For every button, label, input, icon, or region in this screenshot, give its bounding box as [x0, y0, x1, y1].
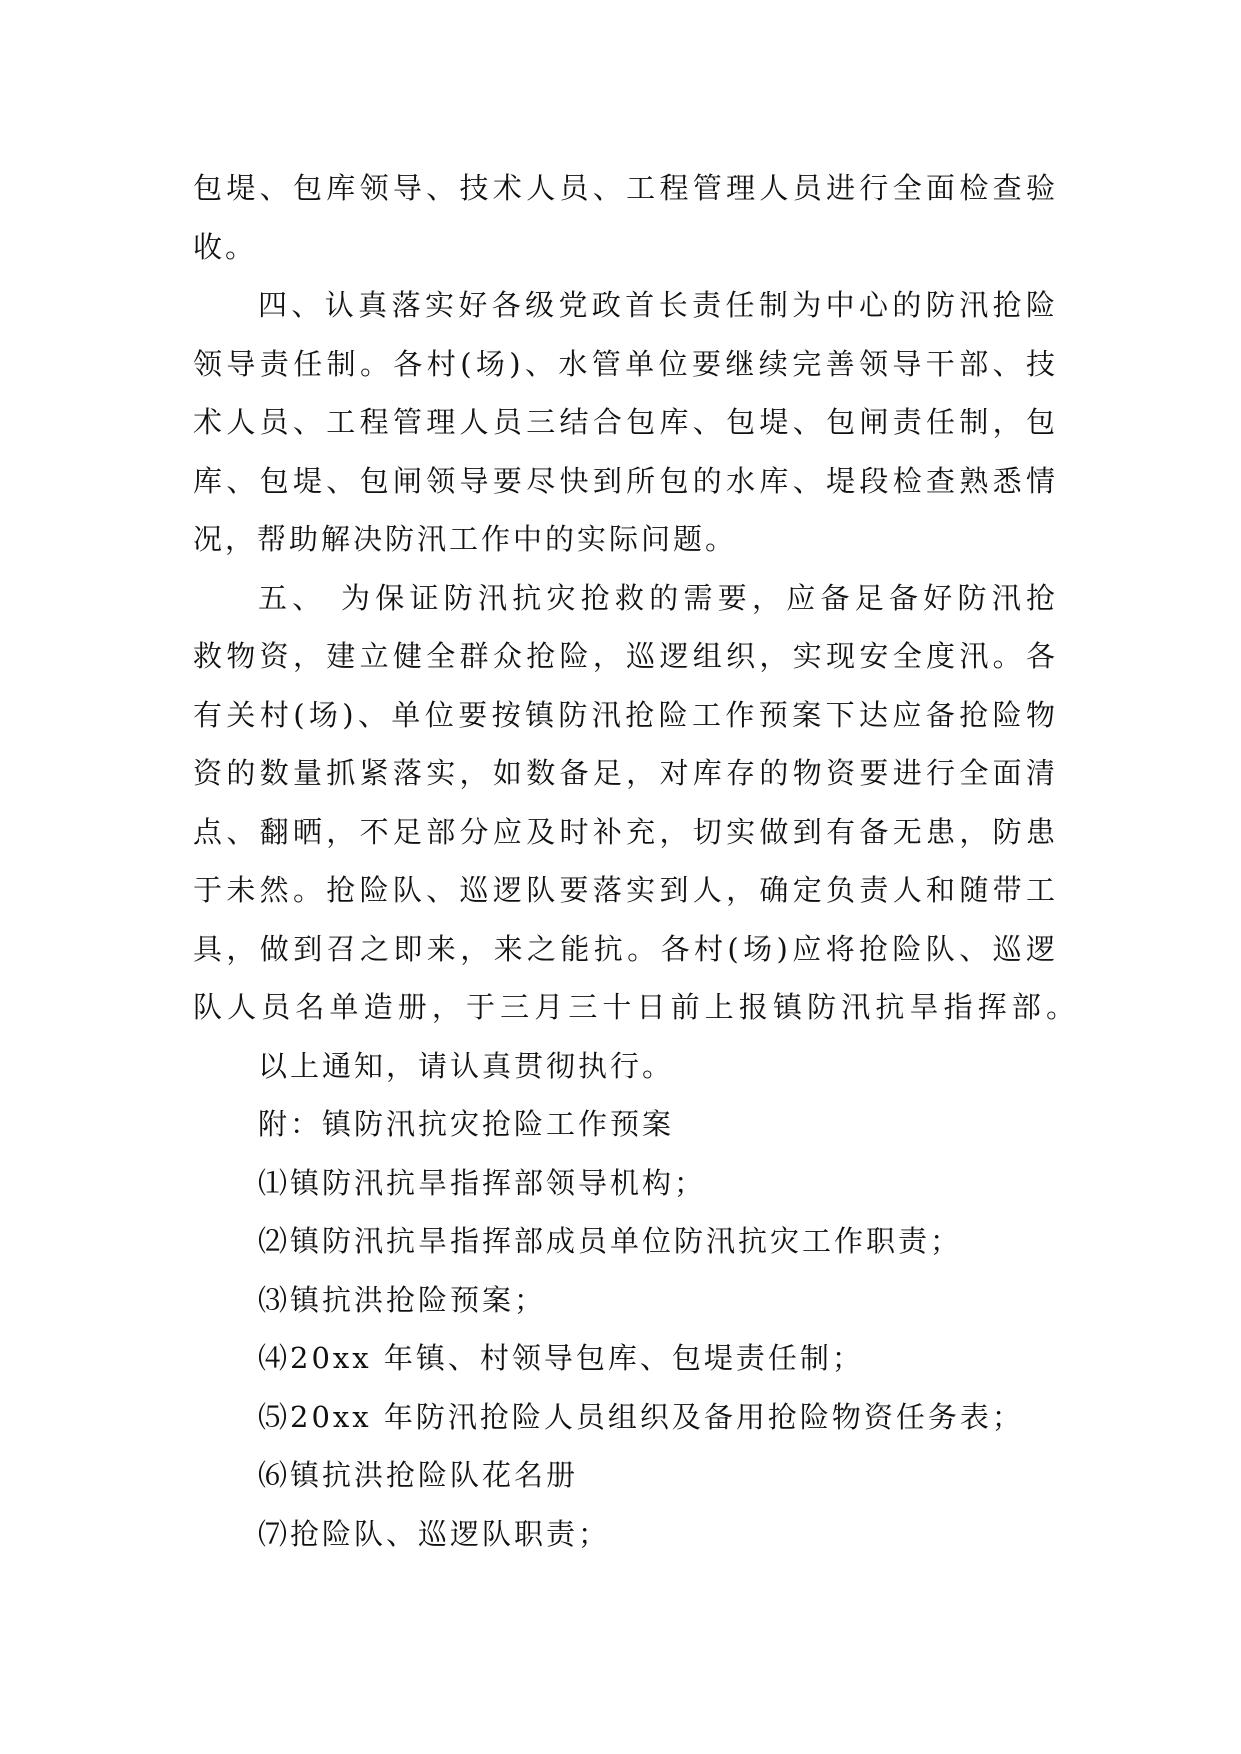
text-line: 库、包堤、包闸领导要尽快到所包的水库、堤段检查熟悉情 — [193, 463, 1058, 498]
attachment-item: ⑸20xx 年防汛抢险人员组织及备用抢险物资任务表； — [258, 1399, 1024, 1434]
text-line: 术人员、工程管理人员三结合包库、包堤、包闸责任制，包 — [193, 405, 1058, 439]
text-line: 资的数量抓紧落实，如数备足，对库存的物资要进行全面清 — [193, 756, 1058, 790]
attachment-item: ⑺抢险队、巡逻队职责； — [258, 1516, 611, 1551]
text-line: 包堤、包库领导、技术人员、工程管理人员进行全面检查验 — [193, 171, 1058, 205]
paragraph-section-four — [193, 276, 1058, 569]
paragraph-section-five — [193, 569, 1078, 1037]
text-line: 队人员名单造册，于三月三十日前上报镇防汛抗旱指挥部。 — [193, 990, 1078, 1024]
text-line: 五、 为保证防汛抗灾抢救的需要，应备足备好防汛抢 — [258, 580, 1058, 615]
text-line: 领导责任制。各村(场)、水管单位要继续完善领导干部、技 — [193, 346, 1058, 381]
text-line: 具，做到召之即来，来之能抗。各村(场)应将抢险队、巡逻 — [193, 931, 1058, 966]
text-line: 救物资，建立健全群众抢险，巡逻组织，实现安全度汛。各 — [193, 639, 1058, 673]
attachment-item: ⑷20xx 年镇、村领导包库、包堤责任制； — [258, 1341, 864, 1375]
attachment-item: ⑴镇防汛抗旱指挥部领导机构； — [258, 1165, 707, 1200]
document-body — [193, 159, 1078, 1563]
attachment-item: ⑵镇防汛抗旱指挥部成员单位防汛抗灾工作职责； — [258, 1224, 963, 1258]
attachment-section — [193, 1095, 1058, 1563]
text-line: 以上通知，请认真贯彻执行。 — [258, 1048, 675, 1083]
text-line: 点、翻晒，不足部分应及时补充，切实做到有备无患，防患 — [193, 814, 1058, 849]
text-line: 四、认真落实好各级党政首长责任制为中心的防汛抢险 — [258, 288, 1058, 322]
text-line: 况，帮助解决防汛工作中的实际问题。 — [193, 522, 738, 556]
attachment-heading: 附：镇防汛抗灾抢险工作预案 — [258, 1107, 675, 1141]
attachment-item: ⑹镇抗洪抢险队花名册 — [258, 1458, 579, 1492]
text-line: 有关村(场)、单位要按镇防汛抢险工作预案下达应备抢险物 — [193, 697, 1058, 732]
paragraph-continued — [193, 159, 1058, 276]
attachment-item: ⑶镇抗洪抢险预案； — [258, 1282, 547, 1317]
text-line: 于未然。抢险队、巡逻队要落实到人，确定负责人和随带工 — [193, 873, 1058, 907]
text-line: 收。 — [193, 229, 258, 264]
closing-paragraph — [193, 1037, 1058, 1096]
